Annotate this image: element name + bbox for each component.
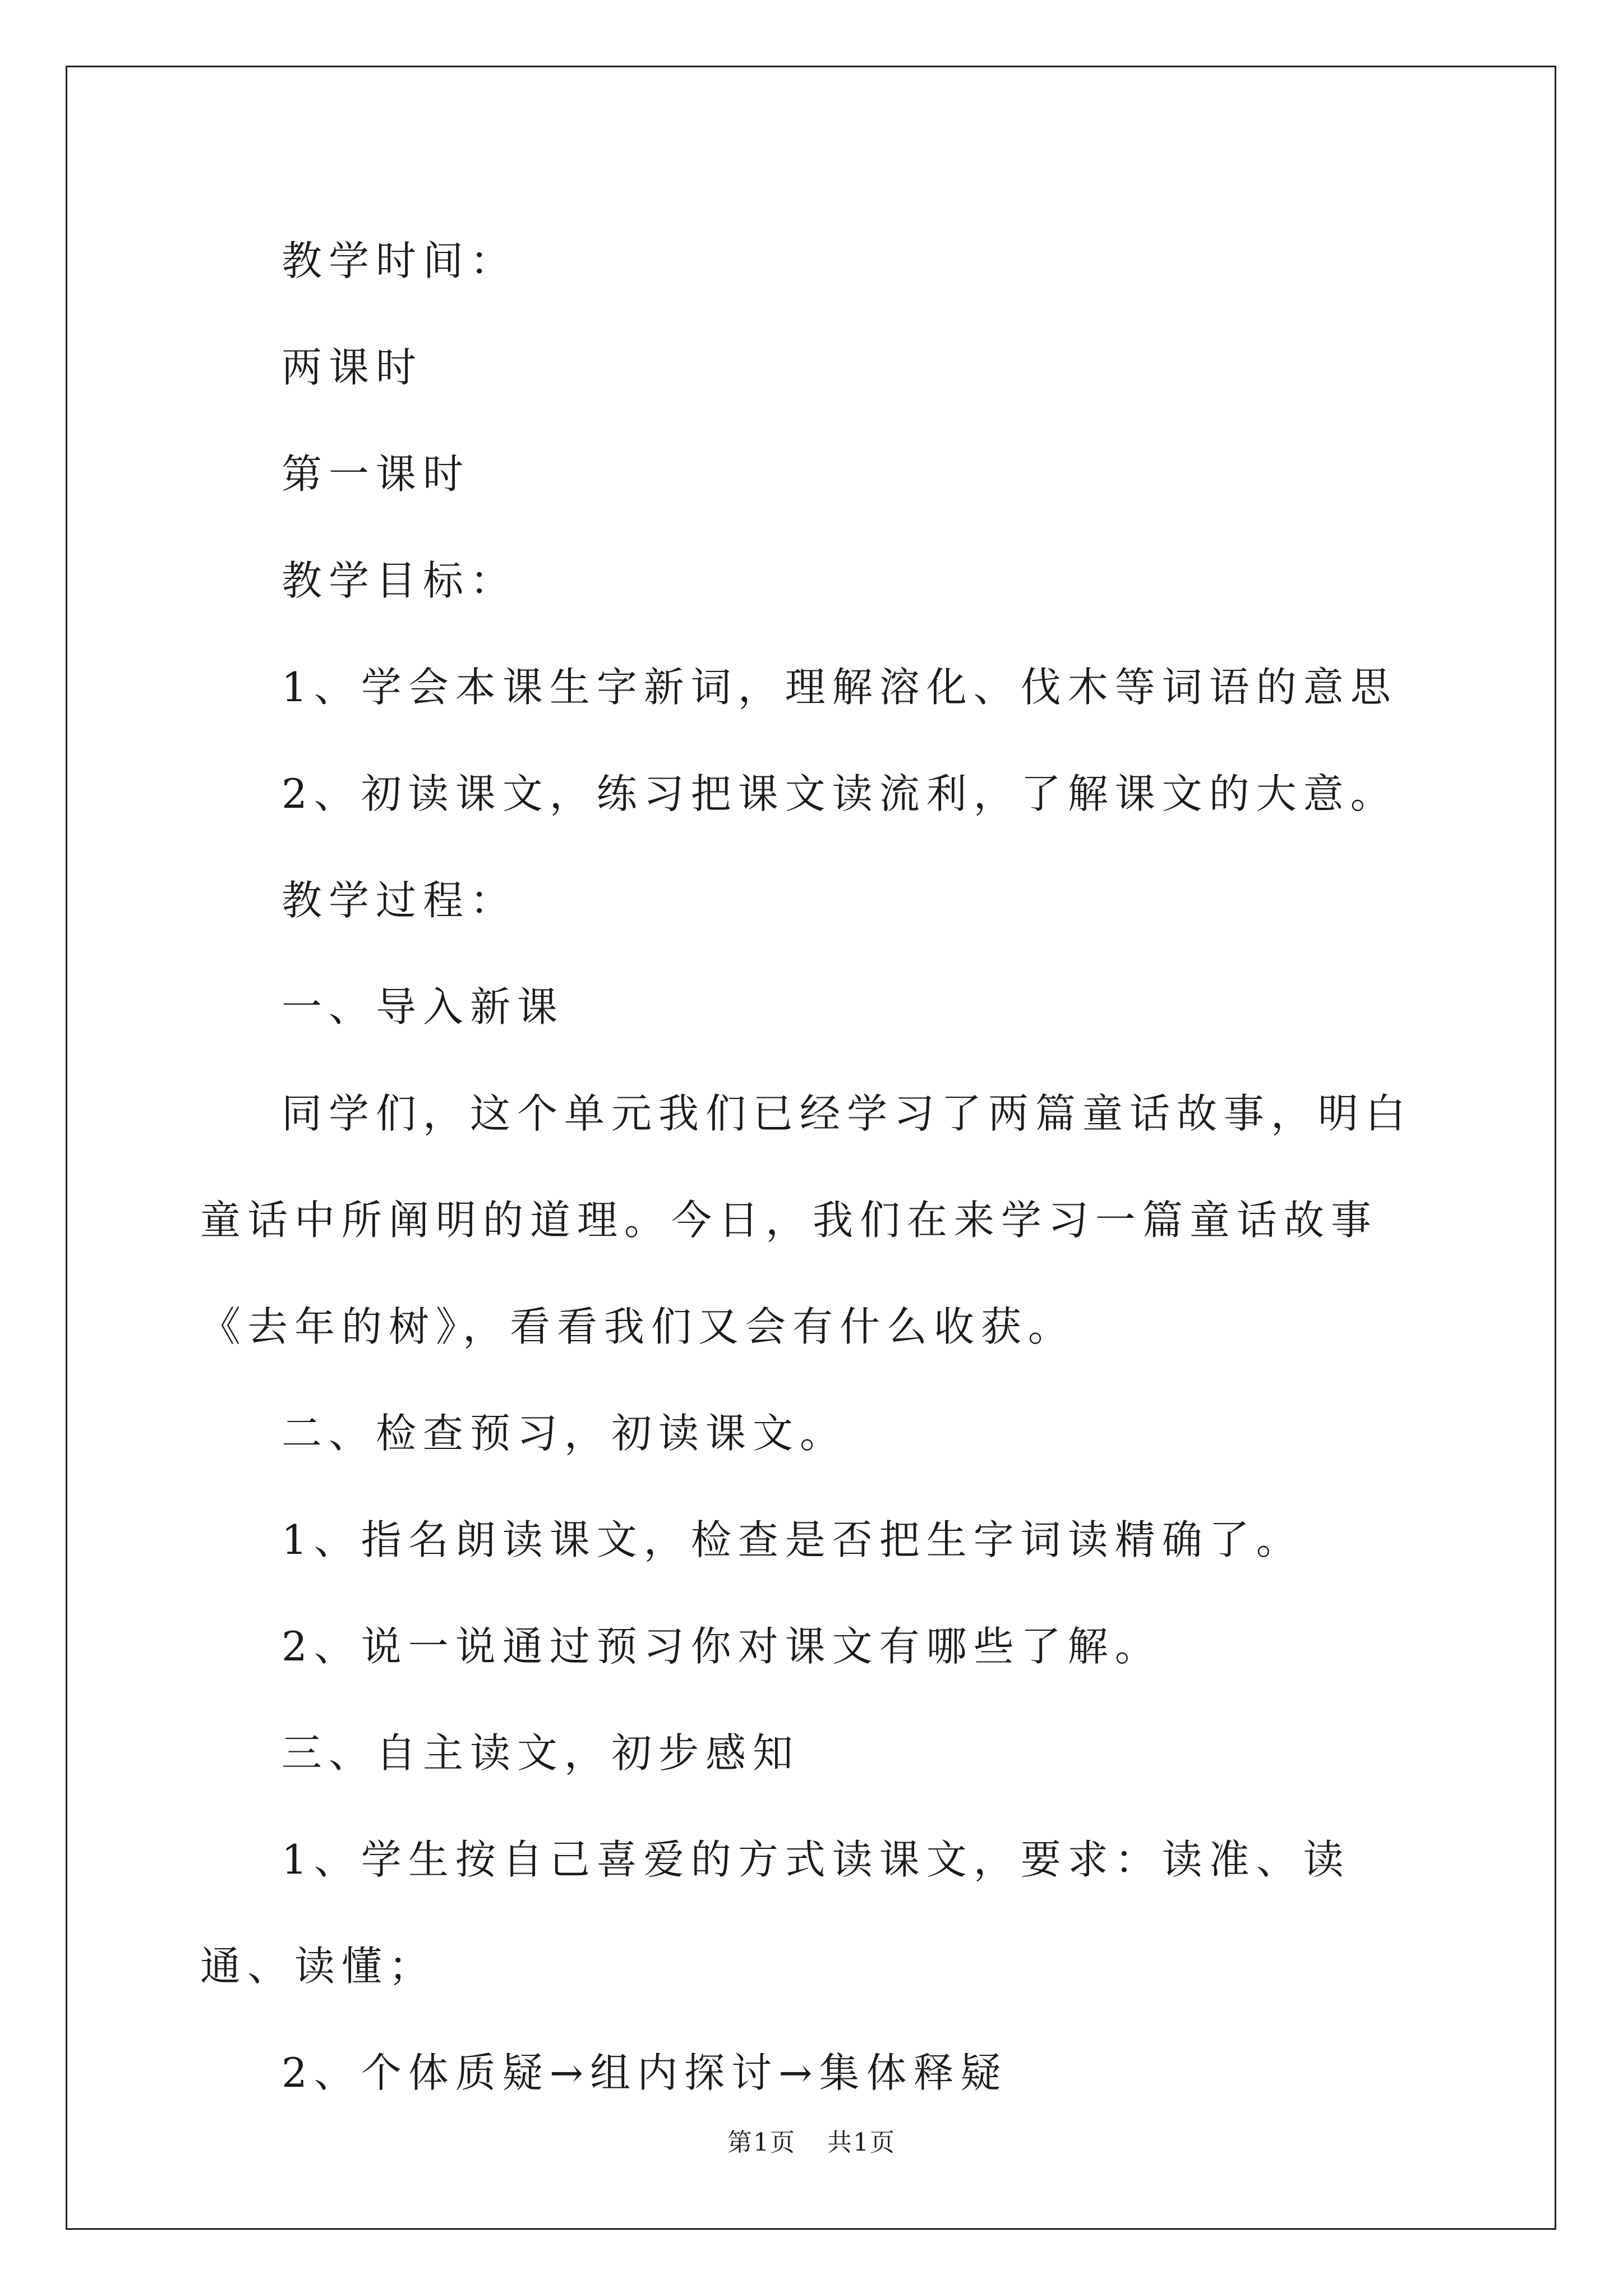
paragraph-teaching-time-value: 两课时 <box>282 344 423 391</box>
paragraph-section-2: 二、检查预习，初读课文。 <box>282 1410 847 1457</box>
paragraph-intro-text: 同学们，这个单元我们已经学习了两篇童话故事，明白童话中所阐明的道理。今日，我们在来学习一篇童话故事《去年的树》，看看我们又会有什么收获。 <box>200 1090 1413 1350</box>
paragraph-process-heading: 教学过程： <box>282 877 518 924</box>
page-total: 共1页 <box>827 2128 896 2157</box>
paragraph-section-3: 三、自主读文，初步感知 <box>282 1729 800 1777</box>
paragraph-teaching-time-heading: 教学时间： <box>282 237 518 284</box>
paragraph-section-1: 一、导入新课 <box>282 983 565 1030</box>
paragraph-section-2-item-2: 2、说一说通过预习你对课文有哪些了解。 <box>282 1623 1162 1670</box>
page-number: 第1页 <box>727 2128 796 2157</box>
paragraph-section-3-item-1: 1、学生按自己喜爱的方式读课文，要求：读准、读通、读懂； <box>200 1836 1350 1990</box>
paragraph-section-2-item-1: 1、指名朗读课文，检查是否把生字词读精确了。 <box>282 1516 1303 1563</box>
paragraph-goals-heading: 教学目标： <box>282 557 518 604</box>
paragraph-section-3-item-2: 2、个体质疑→组内探讨→集体释疑 <box>282 2049 1008 2096</box>
document-body <box>200 208 1428 2126</box>
paragraph-goal-1: 1、学会本课生字新词，理解溶化、伐木等词语的意思 <box>282 664 1398 711</box>
paragraph-goal-2: 2、初读课文，练习把课文读流利，了解课文的大意。 <box>282 770 1398 817</box>
page-footer <box>0 2126 1623 2160</box>
paragraph-first-lesson: 第一课时 <box>282 450 471 498</box>
